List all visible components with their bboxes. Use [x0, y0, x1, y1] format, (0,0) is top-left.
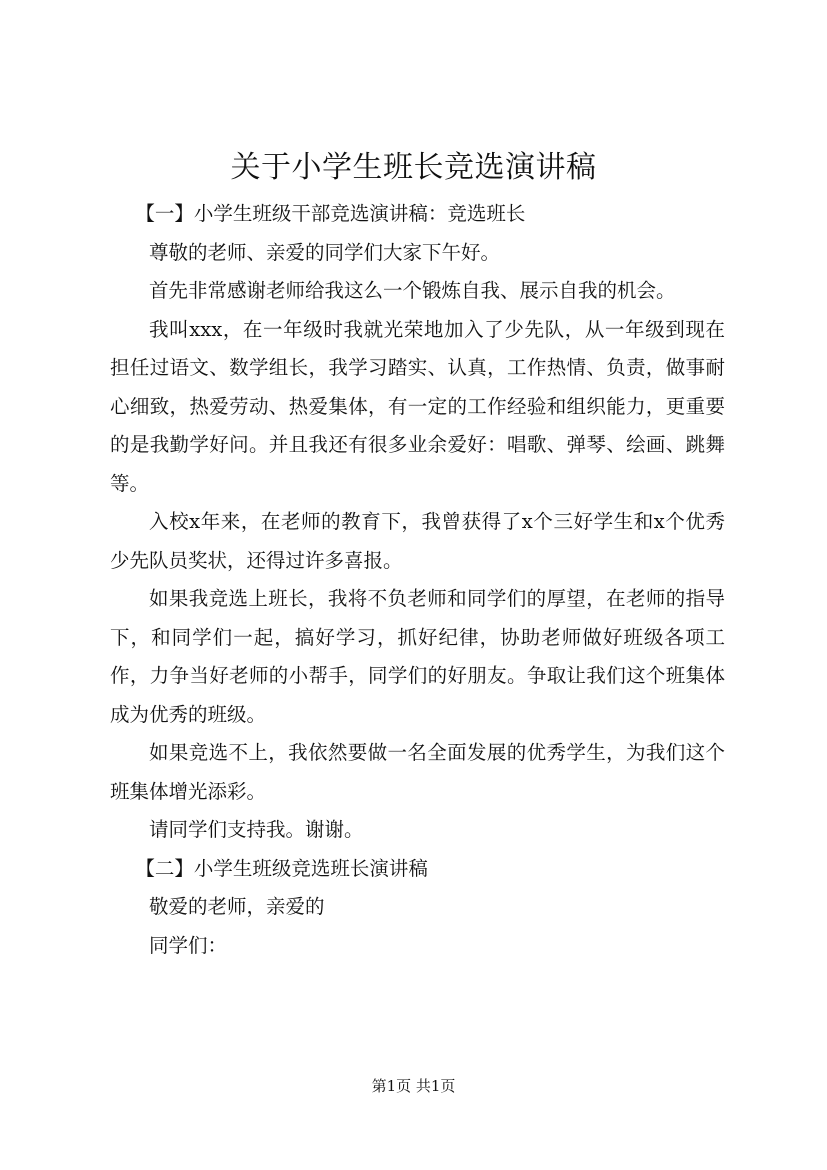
section-heading-2: 【二】小学生班级竞选班长演讲稿 [135, 856, 428, 880]
document-body [110, 195, 725, 965]
paragraph-if-elected: 如果我竞选上班长，我将不负老师和同学们的厚望，在老师的指导下，和同学们一起，搞好学习，抓好纪律，协助老师做好班级各项工作，力争当好老师的小帮手，同学们的好朋友。争取让我们这个班集体成为优秀的班级。 [110, 587, 725, 726]
paragraph-thanks: 首先非常感谢老师给我这么一个锻炼自我、展示自我的机会。 [149, 279, 676, 302]
section-heading-1: 【一】小学生班级干部竞选演讲稿：竞选班长 [135, 202, 526, 225]
page-footer: 第1页 共1页 [371, 1077, 456, 1095]
paragraph-awards: 入校x年来，在老师的教育下，我曾获得了x个三好学生和x个优秀少先队员奖状，还得过许多喜报。 [110, 510, 725, 572]
paragraph-closing: 请同学们支持我。谢谢。 [149, 818, 364, 841]
paragraph-if-not-elected: 如果竞选不上，我依然要做一名全面发展的优秀学生，为我们这个班集体增光添彩。 [110, 741, 725, 803]
paragraph-introduction: 我叫xxx，在一年级时我就光荣地加入了少先队，从一年级到现在担任过语文、数学组长，我学习踏实、认真，工作热情、负责，做事耐心细致，热爱劳动、热爱集体，有一定的工作经验和组织能力，更重要的是我勤学好问。并且我还有很多业余爱好：唱歌、弹琴、绘画、跳舞等。 [110, 317, 725, 495]
paragraph-greeting-2b: 同学们： [149, 933, 228, 957]
paragraph-greeting-2a: 敬爱的老师，亲爱的 [149, 895, 325, 918]
paragraph-greeting: 尊敬的老师、亲爱的同学们大家下午好。 [149, 240, 501, 264]
document-title: 关于小学生班长竞选演讲稿 [230, 150, 597, 185]
